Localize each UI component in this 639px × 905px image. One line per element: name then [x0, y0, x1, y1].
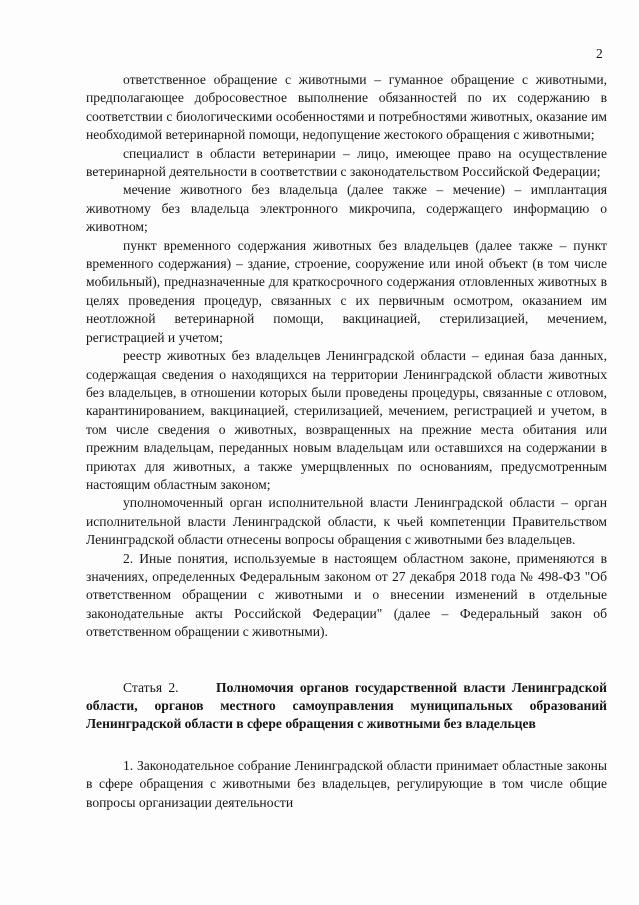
- document-body: [86, 71, 607, 812]
- article-2-heading: [86, 679, 607, 734]
- definition-responsible-treatment: ответственное обращение с животными – гуманное обращение с животными, предполагающее добросовестное выполнение обязанностей по их содержанию в соответствии с биологическими особенностями и потребностями животных, оказание им необходимой ветеринарной помощи, недопущение жестокого обращения с животными;: [86, 72, 607, 143]
- definition-animal-marking: мечение животного без владельца (далее также – мечение) – имплантация животному без владельца электронного микрочипа, содержащего информацию о животном;: [86, 182, 607, 235]
- definition-authorized-body: уполномоченный орган исполнительной власти Ленинградской области – орган исполнительной власти Ленинградской области, к чьей компетенции Правительством Ленинградской области отнесены вопросы обращения с животными без владельцев.: [86, 495, 607, 548]
- article-2-title: Полномочия органов государственной власти Ленинградской области, органов местного самоуправления муниципальных образований Ленинградской области в сфере обращения с животными без владельцев: [86, 679, 607, 732]
- article-2-body: [86, 757, 607, 812]
- definition-veterinary-specialist: специалист в области ветеринарии – лицо, имеющее право на осуществление ветеринарной деятельности в соответствии с законодательством Российской Федерации;: [86, 145, 607, 180]
- page-number: 2: [596, 46, 603, 61]
- definition-animal-registry: реестр животных без владельцев Ленинградской области – единая база данных, содержащая сведения о находящихся на территории Ленинградской области животных без владельцев, в отношении которых были проведены процедуры, связанные с отловом, карантинированием, вакцинацией, стерилизацией, мечением, регистрацией и учетом, в том числе сведения о животных, возвращенных на прежние места обитания или прежним владельцам, переданных новым владельцам или оставшихся на содержании в приютах для животных, а также умерщвленных по основаниям, предусмотренным настоящим областным законом;: [86, 348, 607, 492]
- clause-2-other-terms: 2. Иные понятия, используемые в настоящем областном законе, применяются в значениях, определенных Федеральным законом от 27 декабря 2018 года № 498-ФЗ "Об ответственном обращении с животными и о внесении изменений в отдельные законодательные акты Российской Федерации" (далее – Федеральный закон об ответственном обращении с животными).: [86, 550, 607, 640]
- article-2-label: Статья 2.: [123, 679, 179, 695]
- definition-temporary-keeping-point: пункт временного содержания животных без владельцев (далее также – пункт временного содержания) – здание, строение, сооружение или иной объект (в том числе мобильный), предназначенные для краткосрочного содержания отловленных животных в целях проведения процедур, связанных с их первичным осмотром, оказанием им неотложной ветеринарной помощи, вакцинацией, стерилизацией, мечением, регистрацией и учетом;: [86, 237, 607, 345]
- article-2-clause-1: 1. Законодательное собрание Ленинградской области принимает областные законы в сфере обращения с животными без владельцев, регулирующие в том числе общие вопросы организации деятельности: [86, 757, 607, 810]
